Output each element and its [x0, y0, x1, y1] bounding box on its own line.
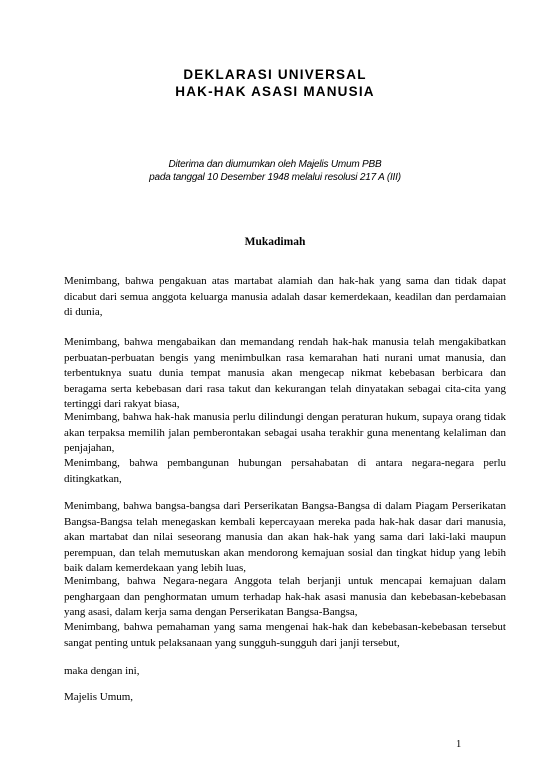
adoption-note-line-2: pada tanggal 10 Desember 1948 melalui resolusi 217 A (III)	[149, 172, 401, 183]
paragraph: Menimbang, bahwa mengabaikan dan memandang rendah hak-hak manusia telah mengakibatkan perbuatan-perbuatan bengis yang menimbulkan rasa kemarahan hati nurani umat manusia, dan terbentuknya suatu dunia tempat manusia akan mengecap nikmat kebebasan berbicara dan beragama serta kebebasan dari rasa takut dan kekurangan telah dinyatakan sebagai cita-cita yang tertinggi dari rakyat biasa,	[64, 336, 506, 410]
page-number: 1	[456, 739, 462, 750]
document-title-line-1: DEKLARASI UNIVERSAL	[183, 67, 367, 82]
paragraph: Menimbang, bahwa Negara-negara Anggota telah berjanji untuk mencapai kemajuan dalam penghargaan dan penghormatan umum terhadap hak-hak asasi manusia dan kebebasan-kebebasan yang asasi, dalam kerja sama dengan Perserikatan Bangsa-Bangsa,	[64, 575, 506, 618]
paragraph: maka dengan ini,	[64, 665, 140, 677]
paragraph: Menimbang, bahwa pengakuan atas martabat alamiah dan hak-hak yang sama dan tidak dapat dicabut dari semua anggota keluarga manusia adalah dasar kemerdekaan, keadilan dan perdamaian di dunia,	[64, 275, 506, 318]
paragraph: Menimbang, bahwa hak-hak manusia perlu dilindungi dengan peraturan hukum, supaya orang tidak akan terpaksa memilih jalan pemberontakan sebagai usaha terakhir guna menentang kelaliman dan penjajahan,	[64, 411, 506, 454]
paragraph: Majelis Umum,	[64, 691, 134, 703]
document-title-line-2: HAK-HAK ASASI MANUSIA	[175, 84, 375, 99]
paragraph: Menimbang, bahwa pemahaman yang sama mengenai hak-hak dan kebebasan-kebebasan tersebut sangat penting untuk pelaksanaan yang sungguh-sungguh dari janji tersebut,	[64, 621, 506, 649]
paragraph: Menimbang, bahwa bangsa-bangsa dari Perserikatan Bangsa-Bangsa di dalam Piagam Perserikatan Bangsa-Bangsa telah menegaskan kembali kepercayaan mereka pada hak-hak dasar dari manusia, akan martabat dan nilai seseorang manusia dan akan hak-hak yang sama dari laki-laki maupun perempuan, dan telah memutuskan akan mendorong kemajuan sosial dan tingkat hidup yang lebih baik dalam kemerdekaan yang lebih luas,	[64, 500, 506, 574]
section-heading: Mukadimah	[244, 236, 306, 248]
paragraph: Menimbang, bahwa pembangunan hubungan persahabatan di antara negara-negara perlu ditingkatkan,	[64, 457, 506, 485]
adoption-note-line-1: Diterima dan diumumkan oleh Majelis Umum PBB	[168, 159, 382, 170]
